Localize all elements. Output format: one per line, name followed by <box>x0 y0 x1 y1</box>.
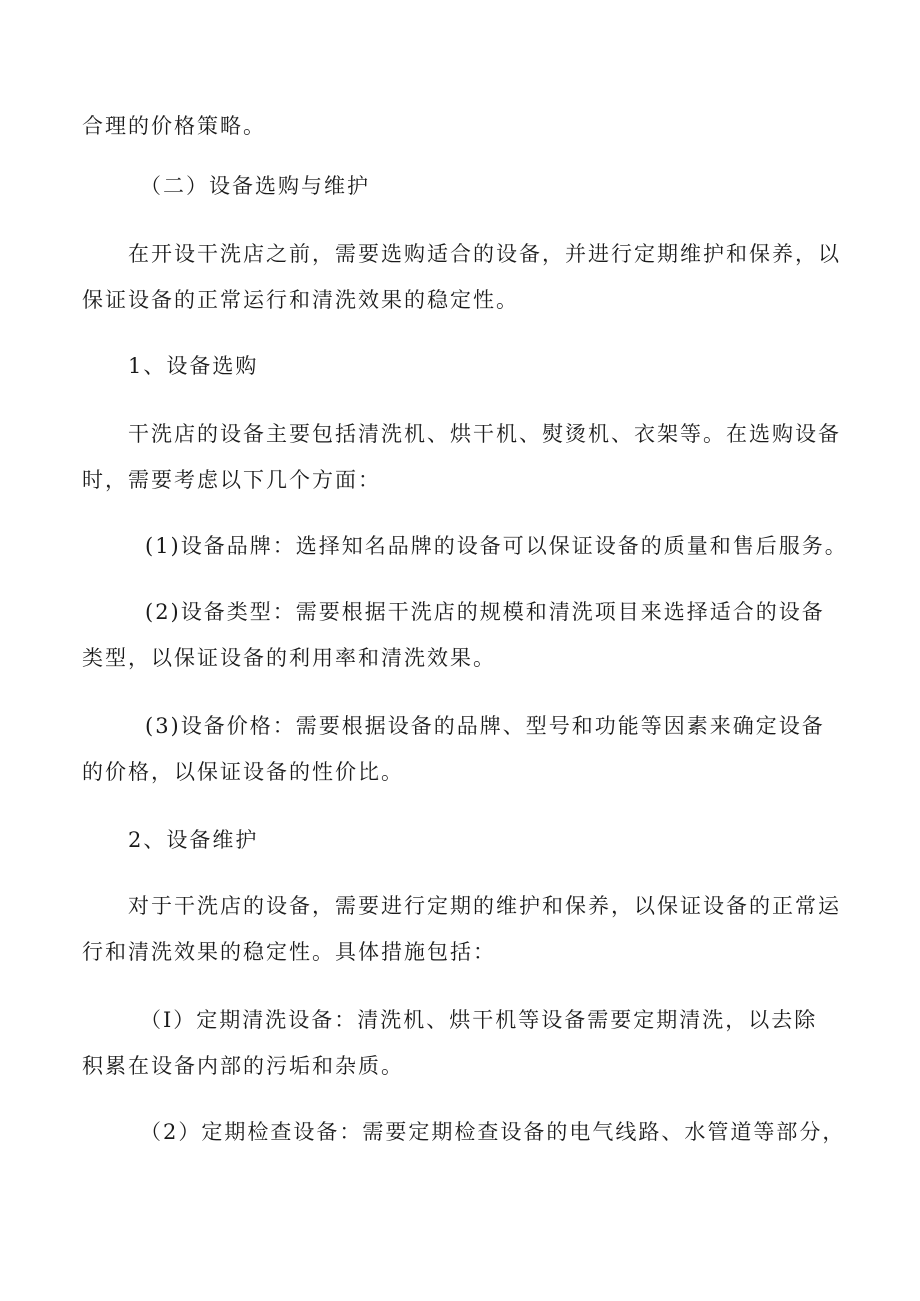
list-item: （I）定期清洗设备：清洗机、烘干机等设备需要定期清洗，以去除 <box>140 1008 818 1032</box>
list-item: (1)设备品牌：选择知名品牌的设备可以保证设备的质量和售后服务。 <box>145 534 848 558</box>
section-heading: （二）设备选购与维护 <box>140 174 370 198</box>
list-item: (3)设备价格：需要根据设备的品牌、型号和功能等因素来确定设备 <box>145 714 825 738</box>
paragraph-line: 干洗店的设备主要包括清洗机、烘干机、熨烫机、衣架等。在选购设备 <box>128 422 841 446</box>
subsection-heading: 2、设备维护 <box>128 828 259 852</box>
paragraph-line: 时，需要考虑以下几个方面： <box>82 468 381 492</box>
paragraph-line: 合理的价格策略。 <box>82 114 266 138</box>
paragraph-line: 的价格，以保证设备的性价比。 <box>82 760 404 784</box>
list-item: （2）定期检查设备：需要定期检查设备的电气线路、水管道等部分， <box>140 1120 846 1144</box>
subsection-heading: 1、设备选购 <box>128 354 259 378</box>
paragraph-line: 类型，以保证设备的利用率和清洗效果。 <box>82 646 496 670</box>
paragraph-line: 保证设备的正常运行和清洗效果的稳定性。 <box>82 288 519 312</box>
paragraph-line: 行和清洗效果的稳定性。具体措施包括： <box>82 940 496 964</box>
paragraph-line: 在开设干洗店之前，需要选购适合的设备，并进行定期维护和保养，以 <box>128 242 841 266</box>
list-item: (2)设备类型：需要根据干洗店的规模和清洗项目来选择适合的设备 <box>145 600 825 624</box>
paragraph-line: 对于干洗店的设备，需要进行定期的维护和保养，以保证设备的正常运 <box>128 894 841 918</box>
paragraph-line: 积累在设备内部的污垢和杂质。 <box>82 1054 404 1078</box>
